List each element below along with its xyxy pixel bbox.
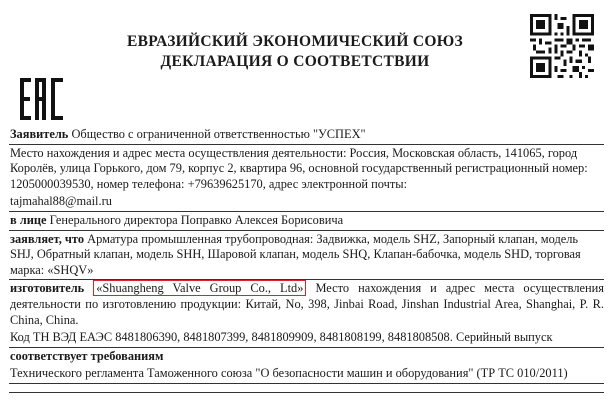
applicant-email: tajmahal88@mail.ru [9, 194, 604, 212]
manufacturer-label: изготовитель [10, 281, 85, 296]
declaration-body [9, 127, 604, 393]
manufacturer-value: Место нахождения и адрес места осуществления деятельности по изготовлению продукции: Китай, No, 398, Jinbai Road, Jinshan Industrial Area, Shanghai, P. R. China, China. [10, 281, 604, 327]
representative-label: в лице [10, 212, 47, 227]
manufacturer-row [9, 281, 604, 329]
eac-logo-icon [20, 78, 64, 120]
title-line-2: ДЕКЛАРАЦИЯ О СООТВЕТСТВИИ [160, 53, 430, 70]
declares-label: заявляет, что [10, 231, 85, 246]
qr-code-icon [530, 14, 594, 78]
compliance-label: соответствует требованиям [10, 348, 164, 363]
representative-value: Генерального директора Поправко Алексея Борисовича [46, 212, 344, 227]
applicant-label: Заявитель [10, 127, 69, 141]
codes-row: Код ТН ВЭД ЕАЭС 8481806390, 8481807399, 8481809909, 8481808199, 8481808508. Серийный выпуск [9, 330, 604, 348]
manufacturer-name-highlight: «Shuangheng Valve Group Co., Ltd» [93, 280, 306, 296]
compliance-value-row: Технического регламента Таможенного союза "О безопасности машин и оборудования" (ТР ТС 010/2011) [9, 366, 604, 384]
document-title [60, 32, 530, 72]
bottom-rule [9, 386, 604, 393]
compliance-label-row [9, 349, 604, 366]
applicant-row [9, 127, 604, 145]
applicant-value: Общество с ограниченной ответственностью "УСПЕХ" [68, 127, 366, 141]
declares-value: Арматура промышленная трубопроводная: Задвижка, модель SHZ, Запорный клапан, модель SHJ, Обратный клапан, модель SHH, Шаровой клапан, модель SHQ, Клапан-бабочка, модель SHD, торговая марка: «SHQV» [10, 231, 581, 277]
title-line-1: ЕВРАЗИЙСКИЙ ЭКОНОМИЧЕСКИЙ СОЮЗ [127, 33, 463, 50]
applicant-address: Место нахождения и адрес места осуществления деятельности: Россия, Московская область, 141065, город Королёв, улица Горького, дом 79, корпус 2, квартира 96, основной государственный регистрационный номер: 1205000039530, номер телефона: +79639625170, адрес электронной почты: [10, 145, 588, 191]
declares-row [9, 232, 604, 281]
representative-row [9, 213, 604, 231]
